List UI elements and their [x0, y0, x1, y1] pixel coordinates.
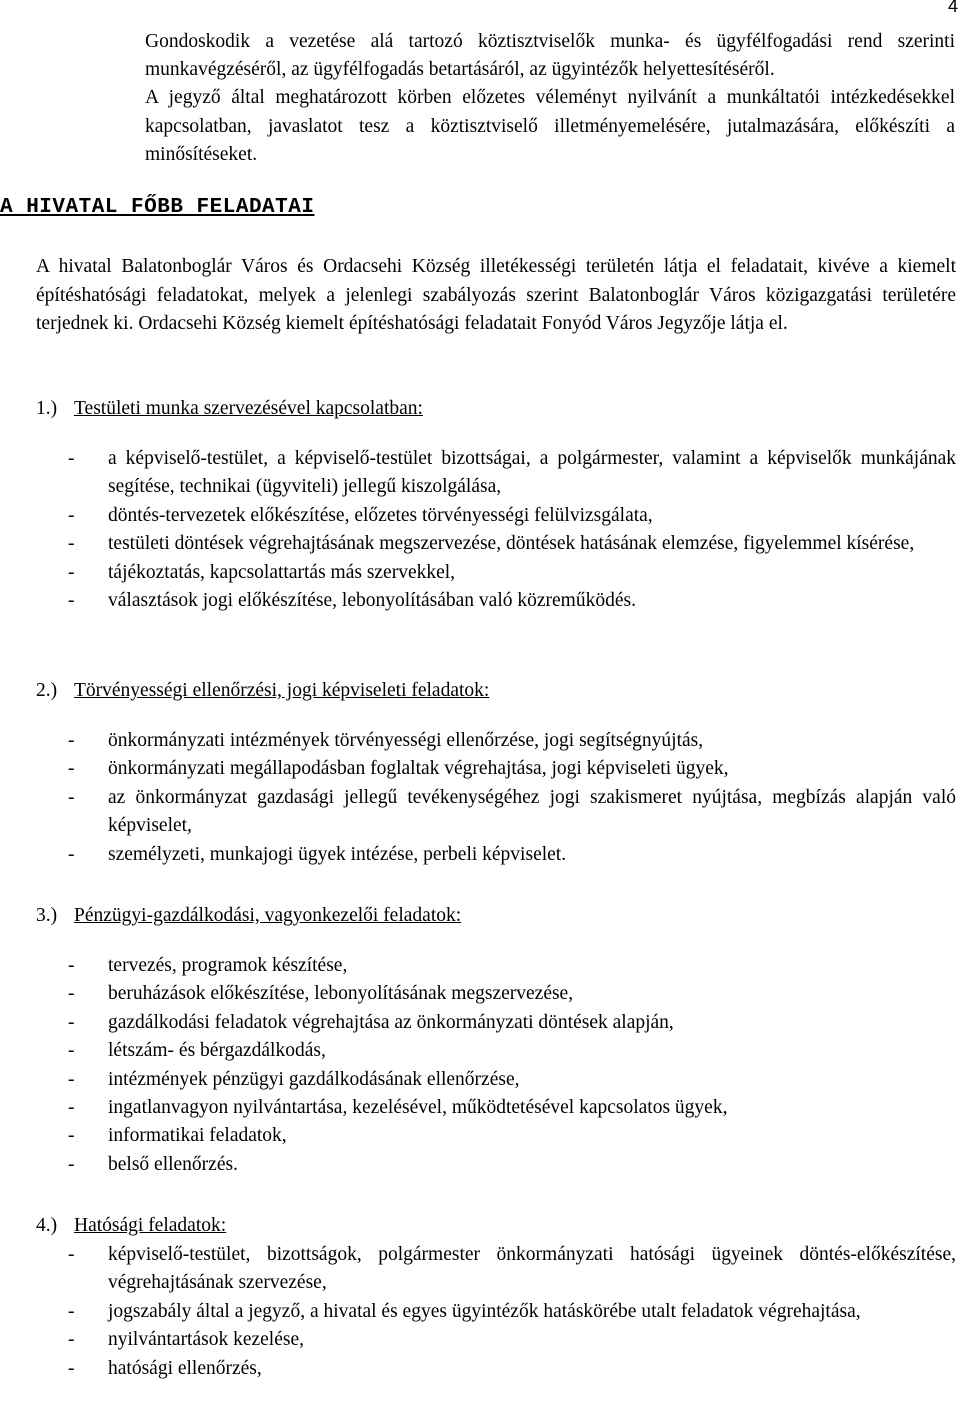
- top-paragraphs: [145, 28, 955, 169]
- list-item: - testületi döntések végrehajtásának megszervezése, döntések hatásának elemzése, figyelemmel kísérése,: [36, 530, 956, 558]
- list-item: - nyilvántartások kezelése,: [36, 1326, 956, 1354]
- section-label: Törvényességi ellenőrzési, jogi képviseleti feladatok:: [74, 680, 490, 701]
- list-item: - tájékoztatás, kapcsolattartás más szervekkel,: [36, 559, 956, 587]
- item-list: [36, 952, 956, 1179]
- section-2: [36, 677, 956, 869]
- section-title: [36, 1212, 956, 1240]
- list-item: - a képviselő-testület, a képviselő-testület bizottságai, a polgármester, valamint a képviselők munkájának segítése, technikai (ügyviteli) jellegű kiszolgálása,: [36, 445, 956, 502]
- item-list: [36, 445, 956, 615]
- list-item: - hatósági ellenőrzés,: [36, 1355, 956, 1383]
- list-item: - választások jogi előkészítése, lebonyolításában való közreműködés.: [36, 587, 956, 615]
- intro-paragraph: A hivatal Balatonboglár Város és Ordacsehi Község illetékességi területén látja el feladatait, kivéve a kiemelt építéshatósági feladatokat, melyek a jelenlegi szabályozás szerint Balatonboglár Város közigazgatási területére terjednek ki. Ordacsehi Község kiemelt építéshatósági feladatait Fonyód Város Jegyzője látja el.: [36, 256, 956, 334]
- section-heading: A HIVATAL FŐBB FELADATAI: [0, 196, 315, 219]
- section-number: 4.): [36, 1215, 58, 1236]
- list-item: - gazdálkodási feladatok végrehajtása az önkormányzati döntések alapján,: [36, 1009, 956, 1037]
- list-item: - az önkormányzat gazdasági jellegű tevékenységéhez jogi szakismeret nyújtása, megbízás alapján való képviselet,: [36, 784, 956, 841]
- list-item: - önkormányzati intézmények törvényességi ellenőrzése, jogi segítségnyújtás,: [36, 727, 956, 755]
- list-item: - informatikai feladatok,: [36, 1122, 956, 1150]
- item-list: [36, 1241, 956, 1383]
- list-item: - ingatlanvagyon nyilvántartása, kezelésével, működtetésével kapcsolatos ügyek,: [36, 1094, 956, 1122]
- list-item: - önkormányzati megállapodásban foglaltak végrehajtása, jogi képviseleti ügyek,: [36, 755, 956, 783]
- list-item: - tervezés, programok készítése,: [36, 952, 956, 980]
- list-item: - beruházások előkészítése, lebonyolításának megszervezése,: [36, 980, 956, 1008]
- list-item: - képviselő-testület, bizottságok, polgármester önkormányzati hatósági ügyeinek döntés-előkészítése, végrehajtásának szervezése,: [36, 1241, 956, 1298]
- list-item: - intézmények pénzügyi gazdálkodásának ellenőrzése,: [36, 1066, 956, 1094]
- paragraph: Gondoskodik a vezetése alá tartozó köztisztviselők munka- és ügyfélfogadási rend szerinti munkavégzéséről, az ügyfélfogadás betartásáról, az ügyintézők helyettesítéséről.: [145, 31, 955, 81]
- section-title: [36, 677, 956, 705]
- section-label: Hatósági feladatok:: [74, 1215, 227, 1236]
- section-label: Pénzügyi-gazdálkodási, vagyonkezelői feladatok:: [74, 905, 462, 926]
- list-item: - döntés-tervezetek előkészítése, előzetes törvényességi felülvizsgálata,: [36, 502, 956, 530]
- section-number: 2.): [36, 680, 58, 701]
- section-label: Testületi munka szervezésével kapcsolatban:: [74, 398, 423, 419]
- list-item: - létszám- és bérgazdálkodás,: [36, 1037, 956, 1065]
- section-number: 3.): [36, 905, 58, 926]
- list-item: - jogszabály által a jegyző, a hivatal és egyes ügyintézők hatáskörébe utalt feladatok végrehajtása,: [36, 1298, 956, 1326]
- list-item: - belső ellenőrzés.: [36, 1151, 956, 1179]
- section-title: [36, 395, 956, 423]
- section-title: [36, 902, 956, 930]
- section-1: [36, 395, 956, 615]
- list-item: - személyzeti, munkajogi ügyek intézése, perbeli képviselet.: [36, 841, 956, 869]
- item-list: [36, 727, 956, 869]
- paragraph: A jegyző által meghatározott körben előzetes véleményt nyilvánít a munkáltatói intézkedésekkel kapcsolatban, javaslatot tesz a köztisztviselő illetményemelésére, jutalmazására, előkészíti a minősítéseket.: [145, 87, 955, 165]
- section-4: [36, 1212, 956, 1383]
- page-number: 4: [947, 0, 958, 16]
- section-3: [36, 902, 956, 1179]
- section-number: 1.): [36, 398, 58, 419]
